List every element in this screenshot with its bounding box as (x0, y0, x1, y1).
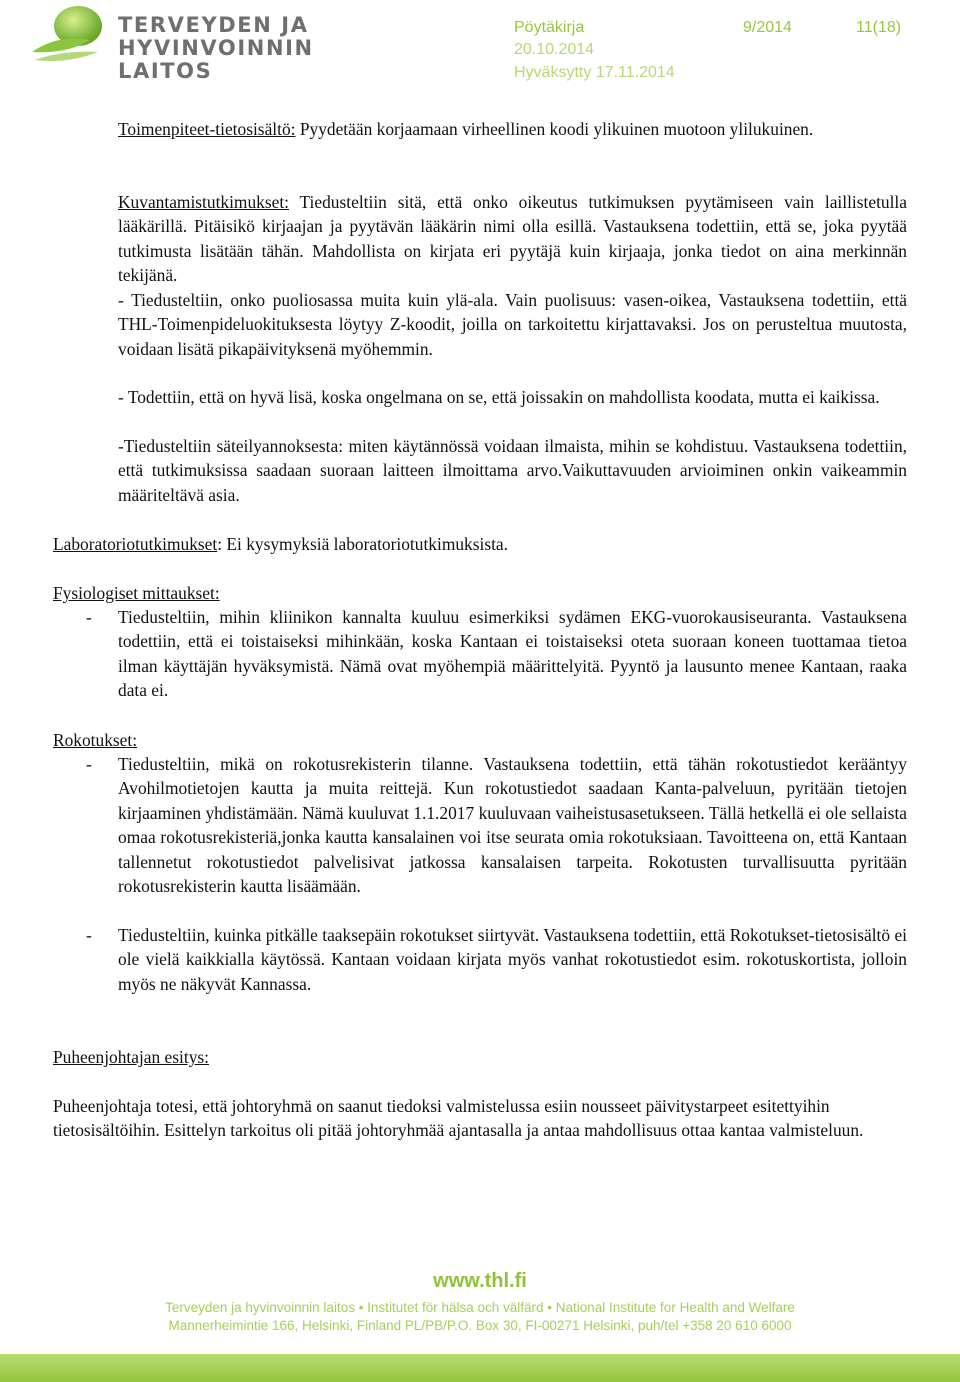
footer-line-2: Mannerheimintie 166, Helsinki, Finland PL/PB/P.O. Box 30, FI-00271 Helsinki, puh/tel +358 20 610 6000 (168, 1318, 792, 1333)
approved-date: Hyväksytty 17.11.2014 (514, 64, 675, 81)
kuvantamis-paragraph-4: -Tiedusteltiin säteilyannoksesta: miten käytännössä voidaan ilmaista, mihin se kohdistuu. Vastauksena todettiin, että tutkimuksissa saadaan suoraan laitteen ilmoittama arvo.Vaikuttavuuden arvioiminen onkin vaikeammin määriteltävä asia. (118, 436, 907, 505)
kuvantamis-heading: Kuvantamistutkimukset: (118, 192, 289, 212)
toimenpiteet-heading: Toimenpiteet-tietosisältö: (118, 119, 296, 139)
kuvantamis-paragraph-2: - Tiedusteltiin, onko puoliosassa muita kuin ylä-ala. Vain puolisuus: vasen-oikea, Vastauksena todettiin, että THL-Toimenpideluokituksesta löytyy Z-koodit, joilla on tarkoitettu kirjattavaksi. Jos on perusteltua muutosta, voidaan lisätä pikapäivityksenä myöhemmin. (118, 290, 907, 359)
pj-heading: Puheenjohtajan esitys: (53, 1047, 210, 1067)
lab-text: : Ei kysymyksiä laboratoriotutkimuksista. (217, 534, 509, 554)
kuvantamis-paragraph (118, 190, 907, 288)
fysio-bullet: - (86, 607, 92, 627)
org-name (118, 14, 388, 83)
org-name-line2: HYVINVOINNIN LAITOS (118, 36, 314, 83)
thl-logo (28, 4, 388, 83)
fysio-heading: Fysiologiset mittaukset: (53, 583, 220, 603)
logo-leaf-icon (28, 4, 108, 66)
org-name-line1: TERVEYDEN JA (118, 13, 309, 37)
kuvantamis-paragraph-3: - Todettiin, että on hyvä lisä, koska ongelmana on se, että joissakin on mahdollista koodata, mutta ei kaikissa. (118, 387, 880, 407)
fysio-item: Tiedusteltiin, mihin kliinikon kannalta kuuluu esimerkiksi sydämen EKG-vuorokausiseuranta. Vastauksena todettiin, että ei toistaiseksi mihinkään, koska Kantaan ei toistaiseksi oteta suoraan koneen tuottamaa tietoa ilman käyttäjän hyväksymistä. Nämä ovat myöhempiä määrittelyitä. Pyyntö ja lausunto menee Kantaan, raaka data ei. (118, 607, 907, 701)
roko-bullet-1: - (86, 754, 92, 774)
pj-text: Puheenjohtaja totesi, että johtoryhmä on saanut tiedoksi valmistelussa esiin nousseet päivitystarpeet esitettyihin tietosisältöihin. Esittelyn tarkoitus oli pitää johtoryhmää ajantasalla ja antaa mahdollisuus ottaa kantaa valmisteluun. (53, 1096, 864, 1141)
roko-heading: Rokotukset: (53, 730, 138, 750)
roko-bullet-2: - (86, 925, 92, 945)
doc-number: 9/2014 (743, 19, 792, 36)
lab-heading: Laboratoriotutkimukset (53, 534, 218, 554)
kuvantamis-text: Tiedusteltiin sitä, että onko oikeutus tutkimuksen pyytämiseen vain laillistetulla lääkärillä. Pitäisikö kirjaajan ja pyytävän lääkärin nimi olla esillä. Vastauksena todettiin, että se, joka pyytää tutkimusta lisätään tähän. Mahdollista on kirjata eri pyytäjä kuin kirjaaja, jonka tiedot on aina merkinnän tekijänä. (118, 192, 907, 286)
page-number: 11(18) (856, 19, 902, 36)
doc-type: Pöytäkirja (514, 19, 585, 36)
lab-paragraph (53, 532, 907, 556)
footer-bar (0, 1354, 960, 1382)
footer-line-1: Terveyden ja hyvinvoinnin laitos • Institutet för hälsa och välfärd • National Institute for Health and Welfare (165, 1300, 795, 1315)
roko-item-1: Tiedusteltiin, mikä on rokotusrekisterin tilanne. Vastauksena todettiin, että tähän rokotustiedot kerääntyy Avohilmotietojen kautta ja muita reittejä. Kun rokotustiedot saadaan Kanta-palveluun, pyritään tietojen kirjaaminen yhdistämään. Nämä kuuluvat 1.1.2017 kuuluvaan vaiheistusasetukseen. Tällä hetkellä ei ole sellaista omaa rokotusrekisteriä,jonka kautta kansalainen voi itse seurata omia rokotuksiaan. Tavoitteena on, että Kantaan tallennetut rokotustiedot palvelisivat jatkossa kansalaisen tarpeita. Rokotusten turvallisuutta pyritään rokotusrekisterin kautta lisäämään. (118, 754, 907, 897)
meeting-date: 20.10.2014 (514, 41, 595, 58)
footer-website: www.thl.fi (433, 1270, 527, 1292)
roko-item-2: Tiedusteltiin, kuinka pitkälle taaksepäin rokotukset siirtyvät. Vastauksena todettiin, että Rokotukset-tietosisältö ei ole vielä kaikkialla käytössä. Kantaan voidaan kirjata myös vanhat rokotustiedot esim. rokotuskortista, jolloin myös ne näkyvät Kannassa. (118, 925, 907, 994)
toimenpiteet-text: Pyydetään korjaamaan virheellinen koodi ylikuinen muotoon ylilukuinen. (295, 119, 814, 139)
toimenpiteet-paragraph (118, 117, 907, 141)
